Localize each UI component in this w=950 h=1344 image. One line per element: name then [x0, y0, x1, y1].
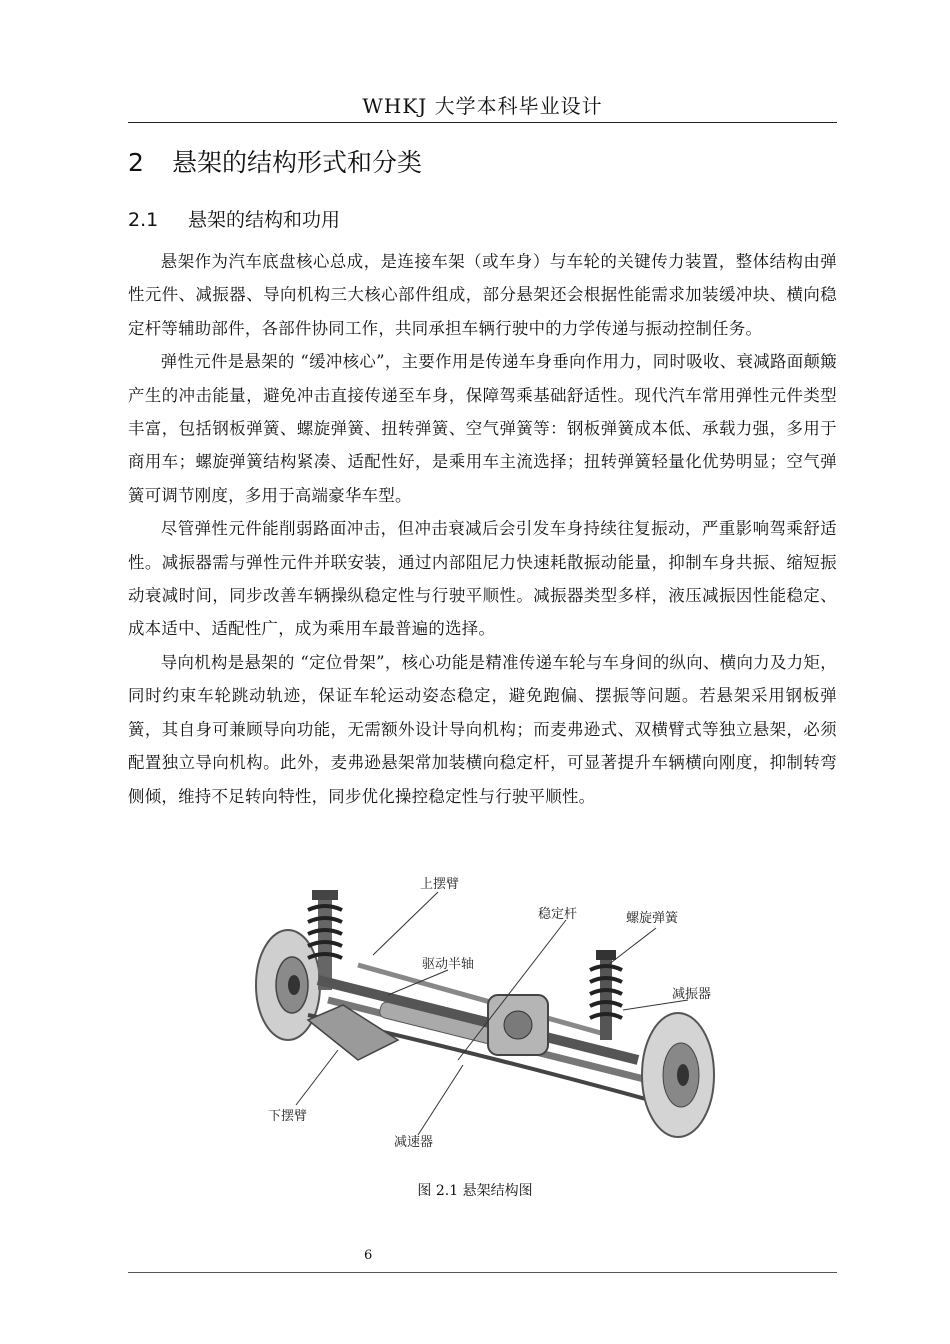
paragraph: 悬架作为汽车底盘核心总成，是连接车架（或车身）与车轮的关键传力装置，整体结构由弹性元件、减振器、导向机构三大核心部件组成，部分悬架还会根据性能需求加装缓冲块、横向稳定杆等辅助部件，各部件协同工作，共同承担车辆行驶中的力学传递与振动控制任务。: [128, 252, 837, 338]
page-number: 6: [364, 1248, 373, 1263]
chapter-heading: [128, 143, 422, 179]
paragraph: 尽管弹性元件能削弱路面冲击，但冲击衰减后会引发车身持续往复振动，严重影响驾乘舒适性。减振器需与弹性元件并联安装，通过内部阻尼力快速耗散振动能量，抑制车身共振、缩短振动衰减时间，同步改善车辆操纵稳定性与行驶平顺性。减振器类型多样，液压减振因性能稳定、成本适中、适配性广，成为乘用车最普遍的选择。: [128, 519, 837, 639]
paragraph: 弹性元件是悬架的 “缓冲核心”，主要作用是传递车身垂向作用力，同时吸收、衰减路面颠簸产生的冲击能量，避免冲击直接传递至车身，保障驾乘基础舒适性。现代汽车常用弹性元件类型丰富，包括钢板弹簧、螺旋弹簧、扭转弹簧、空气弹簧等：钢板弹簧成本低、承载力强，多用于商用车；螺旋弹簧结构紧凑、适配性好，是乘用车主流选择；扭转弹簧轻量化优势明显；空气弹簧可调节刚度，多用于高端豪华车型。: [128, 352, 837, 505]
paragraph: 导向机构是悬架的 “定位骨架”，核心功能是精准传递车轮与车身间的纵向、横向力及力矩，同时约束车轮跳动轨迹，保证车轮运动姿态稳定，避免跑偏、摆振等问题。若悬架采用钢板弹簧，其自身可兼顾导向功能，无需额外设计导向机构；而麦弗逊式、双横臂式等独立悬架，必须配置独立导向机构。此外，麦弗逊悬架常加装横向稳定杆，可显著提升车辆横向刚度，抑制转弯侧倾，维持不足转向特性，同步优化操控稳定性与行驶平顺性。: [128, 652, 837, 806]
body-text: [128, 245, 837, 813]
section-heading: [128, 205, 340, 232]
right-coil-spring: [590, 950, 622, 1040]
reducer: [488, 995, 548, 1055]
label-stabilizer: 稳定杆: [538, 907, 578, 922]
label-lower-arm: 下摆臂: [268, 1109, 308, 1124]
chapter-number: 2: [128, 148, 144, 177]
section-title: 悬架的结构和功用: [188, 209, 341, 231]
label-damper: 减振器: [672, 987, 712, 1002]
label-half-shaft: 驱动半轴: [422, 957, 475, 972]
right-brake-disc: [642, 1013, 714, 1137]
figure-caption: 图 2.1 悬架结构图: [417, 1183, 533, 1199]
section-number: 2.1: [128, 209, 159, 231]
footer-divider: [128, 1272, 837, 1273]
label-upper-arm: 上摆臂: [420, 877, 460, 892]
label-coil-spring: 螺旋弹簧: [626, 911, 679, 926]
page-header: [128, 92, 837, 123]
header-title: WHKJ 大学本科毕业设计: [362, 94, 603, 118]
label-reducer: 减速器: [394, 1135, 434, 1150]
suspension-illustration: [248, 870, 728, 1160]
chapter-title: 悬架的结构形式和分类: [172, 148, 423, 177]
suspension-figure: [248, 870, 728, 1160]
